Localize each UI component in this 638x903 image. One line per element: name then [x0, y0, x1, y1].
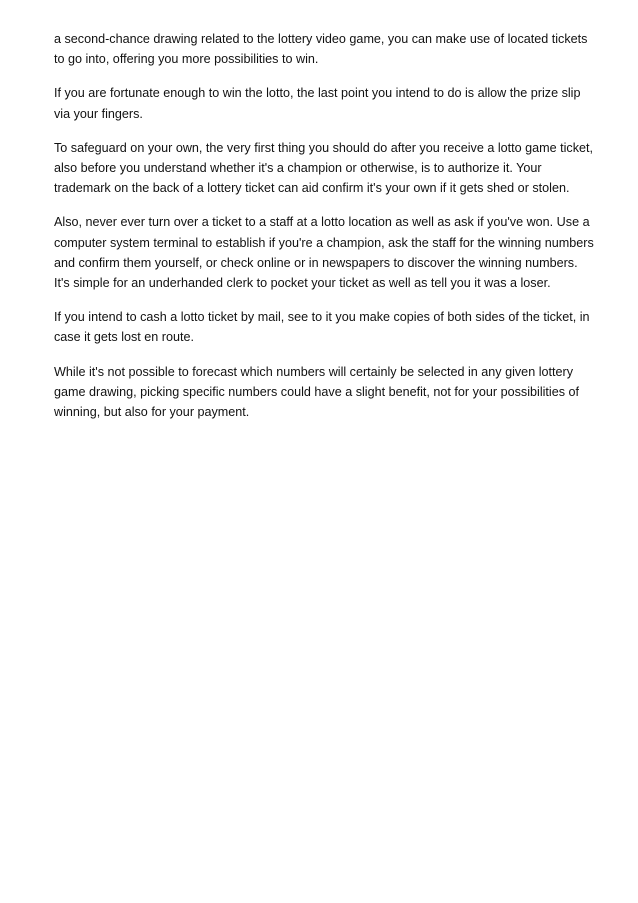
paragraph-2: If you are fortunate enough to win the lotto, the last point you intend to do is allow the prize slip via your fingers. [54, 86, 581, 121]
paragraph-1: a second-chance drawing related to the lottery video game, you can make use of located tickets to go into, offering you more possibilities to win. [54, 32, 588, 67]
document-page [54, 29, 594, 436]
paragraph-3: To safeguard on your own, the very first thing you should do after you receive a lotto game ticket, also before you understand whether it's a champion or otherwise, is to authorize it. Your trademark on the back of a lottery ticket can aid confirm it's your own if it gets shed or stolen. [54, 140, 594, 196]
paragraph-5: If you intend to cash a lotto ticket by mail, see to it you make copies of both sides of the ticket, in case it gets lost en route. [54, 310, 590, 345]
paragraph-4: Also, never ever turn over a ticket to a staff at a lotto location as well as ask if you've won. Use a computer system terminal to establish if you're a champion, ask the staff for the winning numbers and confirm them yourself, or check online or in newspapers to discover the winning numbers. It's simple for an underhanded clerk to pocket your ticket as well as tell you it was a loser. [54, 215, 594, 291]
paragraph-6: While it's not possible to forecast which numbers will certainly be selected in any given lottery game drawing, picking specific numbers could have a slight benefit, not for your possibilities of winning, but also for your payment. [54, 364, 580, 420]
